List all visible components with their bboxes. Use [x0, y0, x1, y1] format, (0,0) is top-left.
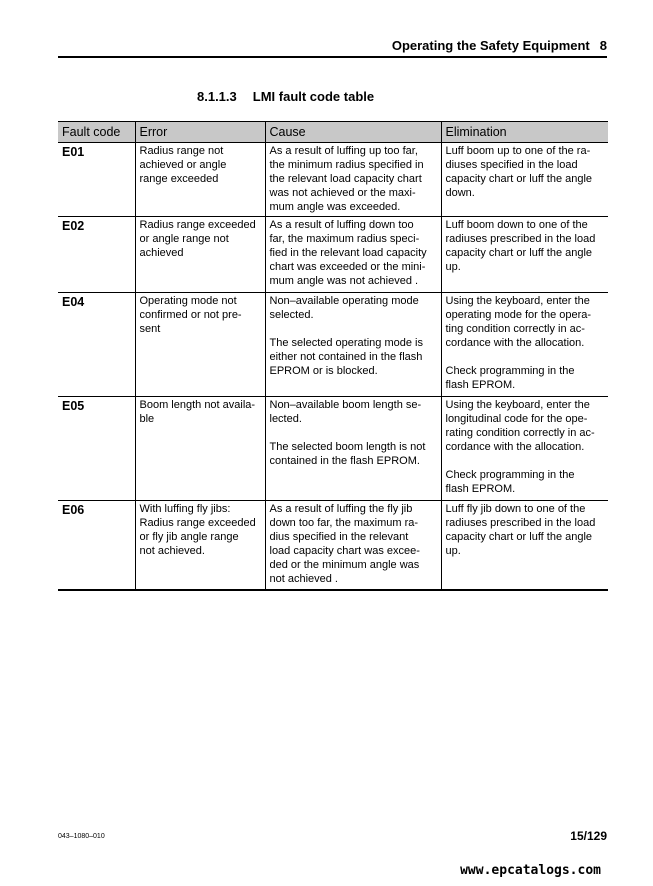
cause-line: ded or the minimum angle was: [269, 559, 420, 571]
error-cell: [135, 217, 265, 293]
error-line: With luffing fly jibs:: [139, 503, 231, 515]
fault-code-cell: E01: [58, 143, 135, 217]
error-cell: [135, 501, 265, 590]
cause-line: load capacity chart was excee-: [269, 545, 420, 557]
cause-cell: [265, 293, 441, 397]
elimination-line: up.: [445, 545, 461, 557]
elimination-line: radiuses prescribed in the load: [445, 517, 596, 529]
cause-line: not achieved .: [269, 573, 338, 585]
elimination-line: cordance with the allocation.: [445, 337, 585, 349]
error-line: Boom length not availa-: [139, 399, 256, 411]
cause-cell: [265, 501, 441, 590]
cause-line: mum angle was not achieved .: [269, 275, 419, 287]
fault-code-table: [58, 121, 608, 591]
cause-paragraph: [270, 440, 437, 468]
section-heading: [197, 89, 374, 104]
error-line: Radius range exceeded: [139, 517, 256, 529]
elimination-line: operating mode for the opera-: [445, 309, 592, 321]
column-header-elimination: Elimination: [441, 122, 608, 143]
cause-paragraph: [270, 336, 437, 378]
fault-code-cell: E02: [58, 217, 135, 293]
fault-row-e01: [58, 143, 608, 217]
cause-line: Non–available operating mode: [269, 295, 419, 307]
elimination-line: Check programming in the: [445, 365, 575, 377]
error-line: Radius range not: [139, 145, 224, 157]
cause-line: either not contained in the flash: [269, 351, 423, 363]
cause-line: The selected operating mode is: [269, 337, 423, 349]
cause-line: dius specified in the relevant: [269, 531, 409, 543]
cause-line: down too far, the maximum ra-: [269, 517, 419, 529]
column-header-fault-code: Fault code: [58, 122, 135, 143]
chapter-number: 8: [599, 38, 607, 53]
error-cell: [135, 397, 265, 501]
elimination-cell: [441, 217, 608, 293]
error-line: range exceeded: [139, 173, 219, 185]
elimination-paragraph: [446, 468, 605, 496]
cause-line: the minimum radius specified in: [269, 159, 424, 171]
error-line: Operating mode not: [139, 295, 237, 307]
elimination-cell: [441, 397, 608, 501]
cause-line: selected.: [269, 309, 314, 321]
elimination-cell: [441, 293, 608, 397]
elimination-line: capacity chart or luff the angle: [445, 247, 593, 259]
error-cell: [135, 293, 265, 397]
fault-row-e02: [58, 217, 608, 293]
cause-line: EPROM or is blocked.: [269, 365, 378, 377]
fault-code-cell: E06: [58, 501, 135, 590]
elimination-line: longitudinal code for the ope-: [445, 413, 588, 425]
cause-line: the relevant load capacity chart: [269, 173, 422, 185]
elimination-paragraph: [446, 398, 605, 454]
section-number: 8.1.1.3: [197, 89, 237, 104]
error-line: or angle range not: [139, 233, 229, 245]
elimination-cell: [441, 143, 608, 217]
elimination-cell: [441, 501, 608, 590]
document-code: 043–1080–010: [58, 833, 105, 840]
cause-line: mum angle was exceeded.: [269, 201, 401, 213]
elimination-line: cordance with the allocation.: [445, 441, 585, 453]
cause-line: chart was exceeded or the mini-: [269, 261, 426, 273]
elimination-line: rating condition correctly in ac-: [445, 427, 595, 439]
error-line: confirmed or not pre-: [139, 309, 242, 321]
cause-paragraph: [270, 218, 437, 288]
cause-line: As a result of luffing the fly jib: [269, 503, 413, 515]
error-cell: [135, 143, 265, 217]
elimination-line: capacity chart or luff the angle: [445, 531, 593, 543]
fault-row-e04: [58, 293, 608, 397]
cause-cell: [265, 217, 441, 293]
fault-code-cell: E05: [58, 397, 135, 501]
elimination-paragraph: [446, 294, 605, 350]
watermark-url: www.epcatalogs.com: [460, 863, 601, 878]
elimination-line: flash EPROM.: [445, 483, 516, 495]
section-title-text: LMI fault code table: [252, 89, 375, 104]
error-line: not achieved.: [139, 545, 205, 557]
fault-row-e06: [58, 501, 608, 590]
cause-line: lected.: [269, 413, 302, 425]
cause-line: The selected boom length is not: [269, 441, 426, 453]
cause-cell: [265, 397, 441, 501]
error-line: sent: [139, 323, 161, 335]
cause-line: was not achieved or the maxi-: [269, 187, 416, 199]
cause-line: far, the maximum radius speci-: [269, 233, 420, 245]
elimination-paragraph: [446, 144, 605, 200]
elimination-line: Luff boom up to one of the ra-: [445, 145, 591, 157]
elimination-line: Using the keyboard, enter the: [445, 295, 590, 307]
elimination-line: Using the keyboard, enter the: [445, 399, 590, 411]
cause-line: As a result of luffing up too far,: [269, 145, 418, 157]
elimination-line: capacity chart or luff the angle: [445, 173, 593, 185]
fault-table-body: [58, 143, 608, 590]
elimination-paragraph: [446, 502, 605, 558]
cause-paragraph: [270, 502, 437, 586]
elimination-line: ting condition correctly in ac-: [445, 323, 585, 335]
elimination-line: Check programming in the: [445, 469, 575, 481]
cause-cell: [265, 143, 441, 217]
elimination-line: flash EPROM.: [445, 379, 516, 391]
column-header-cause: Cause: [265, 122, 441, 143]
cause-paragraph: [270, 294, 437, 322]
error-line: achieved or angle: [139, 159, 227, 171]
header-title: Operating the Safety Equipment: [391, 38, 590, 53]
elimination-line: diuses specified in the load: [445, 159, 578, 171]
column-header-error: Error: [135, 122, 265, 143]
elimination-line: down.: [445, 187, 475, 199]
page-number: 15/129: [570, 829, 607, 843]
cause-line: Non–available boom length se-: [269, 399, 422, 411]
fault-row-e05: [58, 397, 608, 501]
cause-paragraph: [270, 144, 437, 214]
cause-paragraph: [270, 398, 437, 426]
error-line: or fly jib angle range: [139, 531, 239, 543]
page-header: [58, 38, 607, 58]
elimination-line: Luff boom down to one of the: [445, 219, 588, 231]
error-line: Radius range exceeded: [139, 219, 256, 231]
elimination-paragraph: [446, 218, 605, 274]
elimination-line: radiuses prescribed in the load: [445, 233, 596, 245]
cause-line: contained in the flash EPROM.: [269, 455, 420, 467]
elimination-line: up.: [445, 261, 461, 273]
cause-line: fied in the relevant load capacity: [269, 247, 427, 259]
fault-code-cell: E04: [58, 293, 135, 397]
error-line: ble: [139, 413, 155, 425]
elimination-line: Luff fly jib down to one of the: [445, 503, 586, 515]
error-line: achieved: [139, 247, 184, 259]
table-header-row: [58, 122, 608, 143]
elimination-paragraph: [446, 364, 605, 392]
cause-line: As a result of luffing down too: [269, 219, 414, 231]
